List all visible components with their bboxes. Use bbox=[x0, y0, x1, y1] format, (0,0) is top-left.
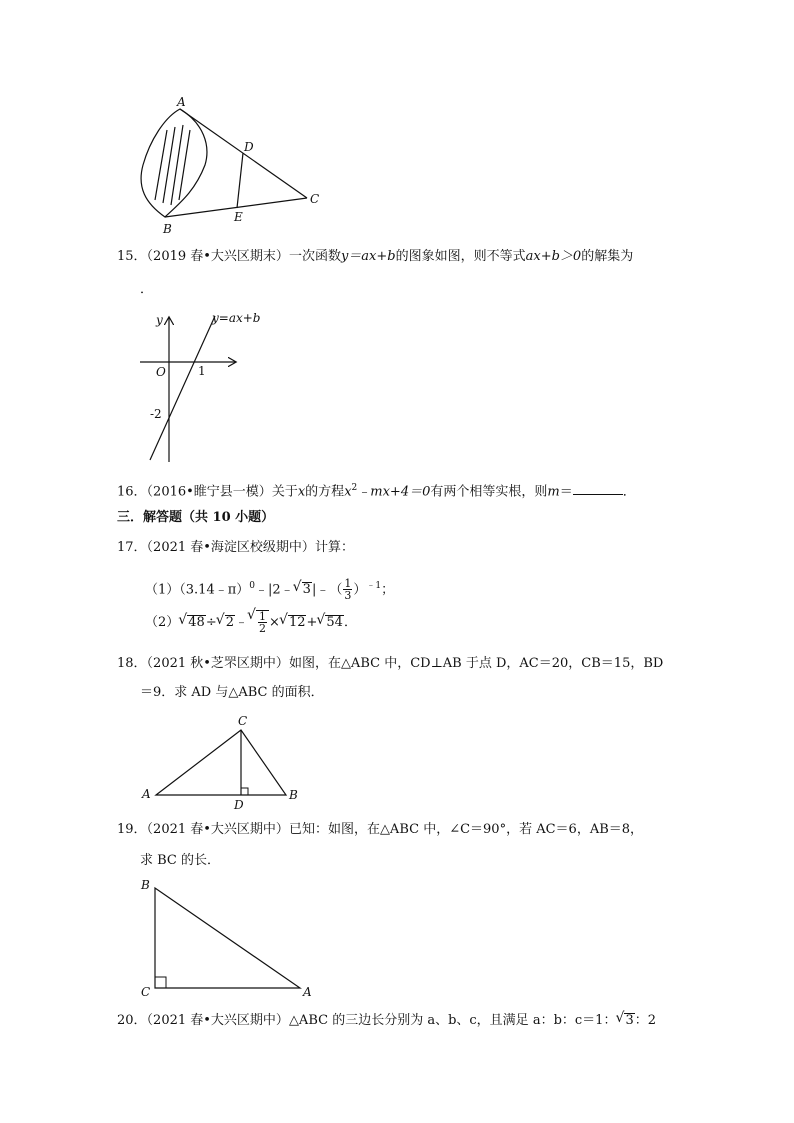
segment-DE bbox=[237, 153, 243, 208]
label-B: B bbox=[163, 222, 172, 236]
radicand: 54 bbox=[326, 615, 343, 630]
q16-text: 关于 bbox=[271, 484, 298, 500]
q15-number: 15． bbox=[117, 249, 147, 264]
q16-m: m bbox=[547, 484, 560, 500]
q16-line bbox=[117, 479, 636, 501]
answer-blank bbox=[573, 482, 623, 495]
sqrt bbox=[325, 615, 344, 630]
q18-source: （2021 秋•芝罘区期中） bbox=[146, 656, 289, 671]
sqrt bbox=[302, 582, 312, 597]
q17-source: （2021 春•海淀区校级期中） bbox=[146, 540, 315, 555]
numerator: 1 bbox=[344, 577, 352, 591]
math-text: （3.14﹣π） bbox=[179, 582, 250, 598]
math-text: ﹣|2﹣ bbox=[255, 582, 294, 598]
sqrt bbox=[624, 1013, 634, 1028]
sqrt bbox=[225, 615, 235, 630]
label-D: D bbox=[244, 140, 254, 154]
operator: ． bbox=[343, 615, 357, 630]
label-B: B bbox=[289, 788, 298, 802]
q20-number: 20． bbox=[117, 1013, 147, 1028]
math-text: |﹣（ bbox=[311, 582, 343, 598]
math-text: ） bbox=[353, 582, 367, 598]
operator: × bbox=[269, 615, 280, 630]
q16-text: 的方程 bbox=[305, 484, 345, 500]
q17-text: 计算： bbox=[314, 540, 354, 555]
right-angle-mark bbox=[155, 977, 166, 988]
radicand: 2 bbox=[225, 615, 235, 630]
q15-inequality: ax+b＞0 bbox=[525, 249, 582, 264]
q20-source: （2021 春•大兴区期中） bbox=[146, 1013, 289, 1028]
operator: ﹣ bbox=[235, 615, 249, 630]
denominator: 3 bbox=[344, 589, 352, 603]
q16-superscript: 2 bbox=[351, 483, 358, 493]
q20-text: △ABC 的三边长分别为 a、b、c，且满足 a：b：c＝1： bbox=[288, 1013, 617, 1028]
q15-line bbox=[117, 248, 633, 266]
q16-equals: ＝ bbox=[559, 484, 573, 500]
origin-label: O bbox=[156, 365, 166, 379]
q15-text: 的解集为 bbox=[581, 249, 634, 264]
label-A: A bbox=[177, 95, 186, 109]
radicand: 3 bbox=[302, 582, 311, 598]
q19-number: 19． bbox=[117, 822, 147, 837]
y-tick-label: -2 bbox=[150, 407, 162, 421]
q19-figure bbox=[135, 875, 320, 1000]
triangle-ABC bbox=[156, 730, 286, 795]
sqrt bbox=[256, 610, 269, 634]
label-D: D bbox=[234, 798, 244, 812]
label-E: E bbox=[234, 210, 243, 224]
denominator: 2 bbox=[259, 622, 267, 635]
q18-text: 如图，在△ABC 中，CD⊥AB 于点 D，AC＝20，CB＝15，BD bbox=[288, 656, 664, 671]
radicand: 3 bbox=[625, 1013, 634, 1028]
q16-source: （2016•睢宁县一模） bbox=[146, 484, 272, 500]
part-label: （2） bbox=[145, 615, 180, 630]
q20-end: ：2 bbox=[634, 1013, 657, 1028]
math-text: ； bbox=[381, 582, 395, 598]
label-A: A bbox=[142, 787, 151, 801]
label-C: C bbox=[141, 985, 151, 999]
q16-text: 有两个相等实根，则 bbox=[430, 484, 548, 500]
q15-source: （2019 春•大兴区期末） bbox=[146, 249, 289, 264]
exponent: ﹣1 bbox=[366, 581, 382, 591]
section-title: 三．解答题（共 10 小题） bbox=[117, 510, 275, 525]
q17-part2 bbox=[145, 610, 357, 636]
numerator: √ 1 bbox=[259, 610, 267, 623]
label-A: A bbox=[303, 985, 312, 999]
operator: ÷ bbox=[205, 615, 217, 630]
q15-text: 的图象如图，则不等式 bbox=[395, 249, 526, 264]
q19-source: （2021 春•大兴区期中） bbox=[146, 822, 289, 837]
q15-graph bbox=[140, 310, 270, 465]
sqrt bbox=[288, 615, 307, 630]
q15-tail: ． bbox=[140, 282, 154, 297]
label-C: C bbox=[238, 714, 248, 728]
q17-number: 17． bbox=[117, 540, 147, 555]
triangle-ABC bbox=[155, 888, 300, 988]
x-tick-label: 1 bbox=[198, 364, 206, 378]
q18-figure bbox=[138, 712, 313, 812]
q20-line bbox=[117, 1010, 656, 1032]
radicand: 48 bbox=[188, 615, 205, 630]
q16-variable: x bbox=[297, 484, 306, 500]
q17-part1 bbox=[145, 573, 394, 603]
q19-text: 已知：如图，在△ABC 中，∠C＝90°，若 AC＝6，AB＝8， bbox=[288, 822, 644, 837]
function-line bbox=[150, 316, 215, 460]
q14-figure bbox=[125, 95, 335, 240]
label-B: B bbox=[141, 878, 150, 892]
q16-equation: ﹣mx+4＝0 bbox=[357, 484, 431, 500]
q16-eq-x: x bbox=[344, 484, 352, 500]
q19-line2: 求 BC 的长． bbox=[140, 853, 221, 868]
fraction bbox=[258, 611, 267, 634]
exponent: 0 bbox=[249, 581, 256, 591]
pond-hatch-3 bbox=[171, 125, 183, 205]
y-axis-label: y bbox=[156, 313, 163, 327]
part-label: （1） bbox=[145, 582, 180, 598]
label-C: C bbox=[310, 192, 320, 206]
operator: + bbox=[306, 615, 318, 630]
pond-outline bbox=[141, 109, 207, 217]
radicand: 12 bbox=[288, 615, 306, 630]
q18-line1 bbox=[117, 655, 663, 673]
q19-line1 bbox=[117, 821, 643, 839]
q17-line bbox=[117, 539, 354, 557]
q18-line2: ＝9．求 AD 与△ABC 的面积． bbox=[140, 685, 324, 700]
line-label: y=ax+b bbox=[212, 311, 261, 325]
q16-tail: ． bbox=[622, 484, 636, 500]
sqrt bbox=[187, 615, 206, 630]
fraction bbox=[343, 578, 352, 601]
right-angle-mark bbox=[241, 788, 248, 795]
q15-equation: y＝ax+b bbox=[340, 249, 396, 264]
q15-text: 一次函数 bbox=[288, 249, 341, 264]
q16-number: 16． bbox=[117, 484, 147, 500]
q18-number: 18． bbox=[117, 656, 147, 671]
